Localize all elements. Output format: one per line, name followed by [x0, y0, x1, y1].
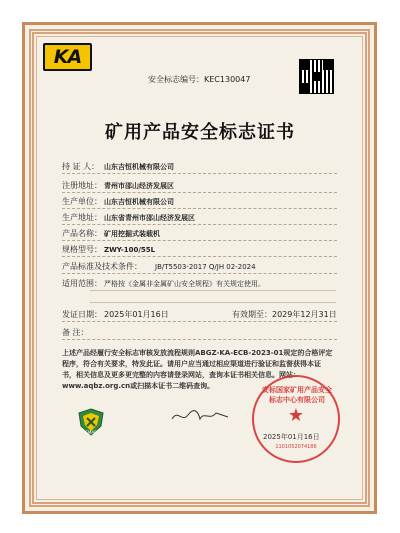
- field-label: 产品标准及技术条件：: [62, 262, 142, 271]
- cmac-label: CMAC: [85, 430, 97, 435]
- expiry-date-value: 2029年12月31日: [272, 310, 337, 319]
- divider: [62, 240, 337, 241]
- field-label: 适用范围：: [62, 279, 102, 288]
- expiry-date-label: 有效期至：: [232, 310, 272, 319]
- seal-number: 1101052074186: [275, 444, 317, 450]
- divider: [62, 273, 337, 274]
- field-value: JB/T5503-2017 Q/JH 02-2024: [155, 263, 256, 271]
- divider: [62, 192, 337, 193]
- field-manufacturing-address: [62, 212, 195, 223]
- signature-icon: [170, 407, 230, 425]
- field-issue-date: [62, 309, 337, 320]
- divider: [62, 256, 337, 257]
- field-label: 生产单位：: [62, 197, 102, 206]
- divider: [62, 339, 337, 340]
- field-registered-address: [62, 180, 174, 191]
- field-label: 持 证 人：: [62, 162, 100, 171]
- issue-date-value: 2025年01月16日: [104, 310, 169, 319]
- seal-text: 安标国家矿用产品安全标志中心有限公司: [262, 386, 332, 404]
- field-value: ZWY-100/55L: [104, 246, 156, 254]
- field-holder: [62, 161, 174, 172]
- field-model: [62, 244, 155, 255]
- certificate-number: [148, 74, 250, 85]
- field-value: 青州市邵山经济发展区: [104, 182, 174, 190]
- divider: [62, 321, 337, 322]
- divider: [62, 173, 337, 174]
- field-label: 注册地址：: [62, 181, 102, 190]
- divider: [62, 208, 337, 209]
- seal-date: 2025年01月16日: [263, 433, 320, 441]
- underline: [90, 302, 336, 303]
- cmac-emblem-icon: [77, 408, 105, 436]
- field-remarks: [62, 327, 104, 338]
- field-standards: [62, 261, 256, 272]
- remarks-label: 备 注：: [62, 328, 89, 337]
- official-seal: [252, 375, 340, 463]
- field-label: 规格型号：: [62, 245, 102, 254]
- field-label: 生产地址：: [62, 213, 102, 222]
- field-value: 山东省青州市邵山经济发展区: [104, 214, 195, 222]
- field-value: 山东吉恒机械有限公司: [104, 198, 174, 206]
- field-value: 矿用挖掘式装载机: [104, 230, 160, 238]
- field-value: 山东吉恒机械有限公司: [104, 163, 174, 171]
- qr-code-icon[interactable]: [299, 59, 334, 94]
- field-scope: [62, 278, 265, 289]
- certificate-number-label: 安全标志编号：: [148, 75, 204, 84]
- star-icon: ★: [287, 405, 305, 426]
- field-value: 严格按《金属非金属矿山安全规程》有关规定使用。: [104, 280, 265, 288]
- divider: [62, 224, 337, 225]
- field-label: 产品名称：: [62, 229, 102, 238]
- ka-logo-text: KA: [53, 46, 82, 68]
- certificate-statement: 上述产品经履行安全标志审核发放流程规则ABGZ-KA-ECB-2023-01规定的合格评定程序，符合有关要求，特发此证。请用户应当通过相应渠道进行验证和监督获得本证书，相关信息及更多更完整的内容请登录网站，查询本证书相关信息。网站：www.aqbz.org.cn或扫描本证书二维码查询。: [62, 349, 333, 390]
- issue-date-label: 发证日期：: [62, 310, 102, 319]
- certificate-title: 矿用产品安全标志证书: [105, 122, 295, 143]
- field-product-name: [62, 228, 160, 239]
- ka-logo: [43, 43, 92, 71]
- certificate-number-value: KEC130047: [204, 75, 251, 84]
- underline: [90, 290, 336, 291]
- field-manufacturer: [62, 196, 174, 207]
